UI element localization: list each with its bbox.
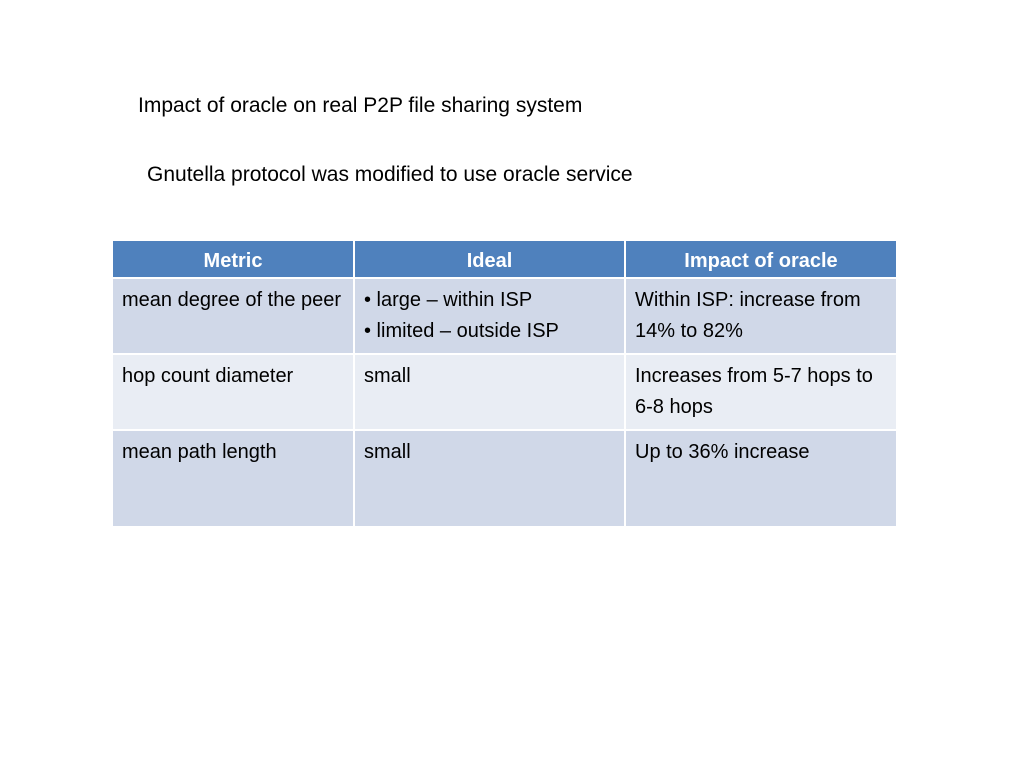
header-metric: Metric: [112, 240, 354, 278]
cell-metric: mean degree of the peer: [112, 278, 354, 354]
header-ideal: Ideal: [354, 240, 625, 278]
slide-text-line-2: Gnutella protocol was modified to use oracle service: [147, 163, 633, 186]
cell-impact: Within ISP: increase from 14% to 82%: [625, 278, 897, 354]
table-row: [112, 430, 897, 527]
table-row: [112, 278, 897, 354]
slide-text-line-1: Impact of oracle on real P2P file sharing system: [138, 94, 583, 117]
ideal-item: small: [364, 441, 411, 463]
cell-ideal: [354, 430, 625, 527]
comparison-table: [111, 239, 898, 528]
ideal-item: small: [364, 365, 411, 387]
cell-ideal: [354, 278, 625, 354]
cell-metric: mean path length: [112, 430, 354, 527]
ideal-bullet-item: • large – within ISP: [364, 289, 533, 311]
header-impact: Impact of oracle: [625, 240, 897, 278]
cell-impact: Up to 36% increase: [625, 430, 897, 527]
table-header-row: [112, 240, 897, 278]
table-row: [112, 354, 897, 430]
cell-metric: hop count diameter: [112, 354, 354, 430]
cell-ideal: [354, 354, 625, 430]
ideal-bullet-item: • limited – outside ISP: [364, 320, 559, 342]
cell-impact: Increases from 5-7 hops to 6-8 hops: [625, 354, 897, 430]
